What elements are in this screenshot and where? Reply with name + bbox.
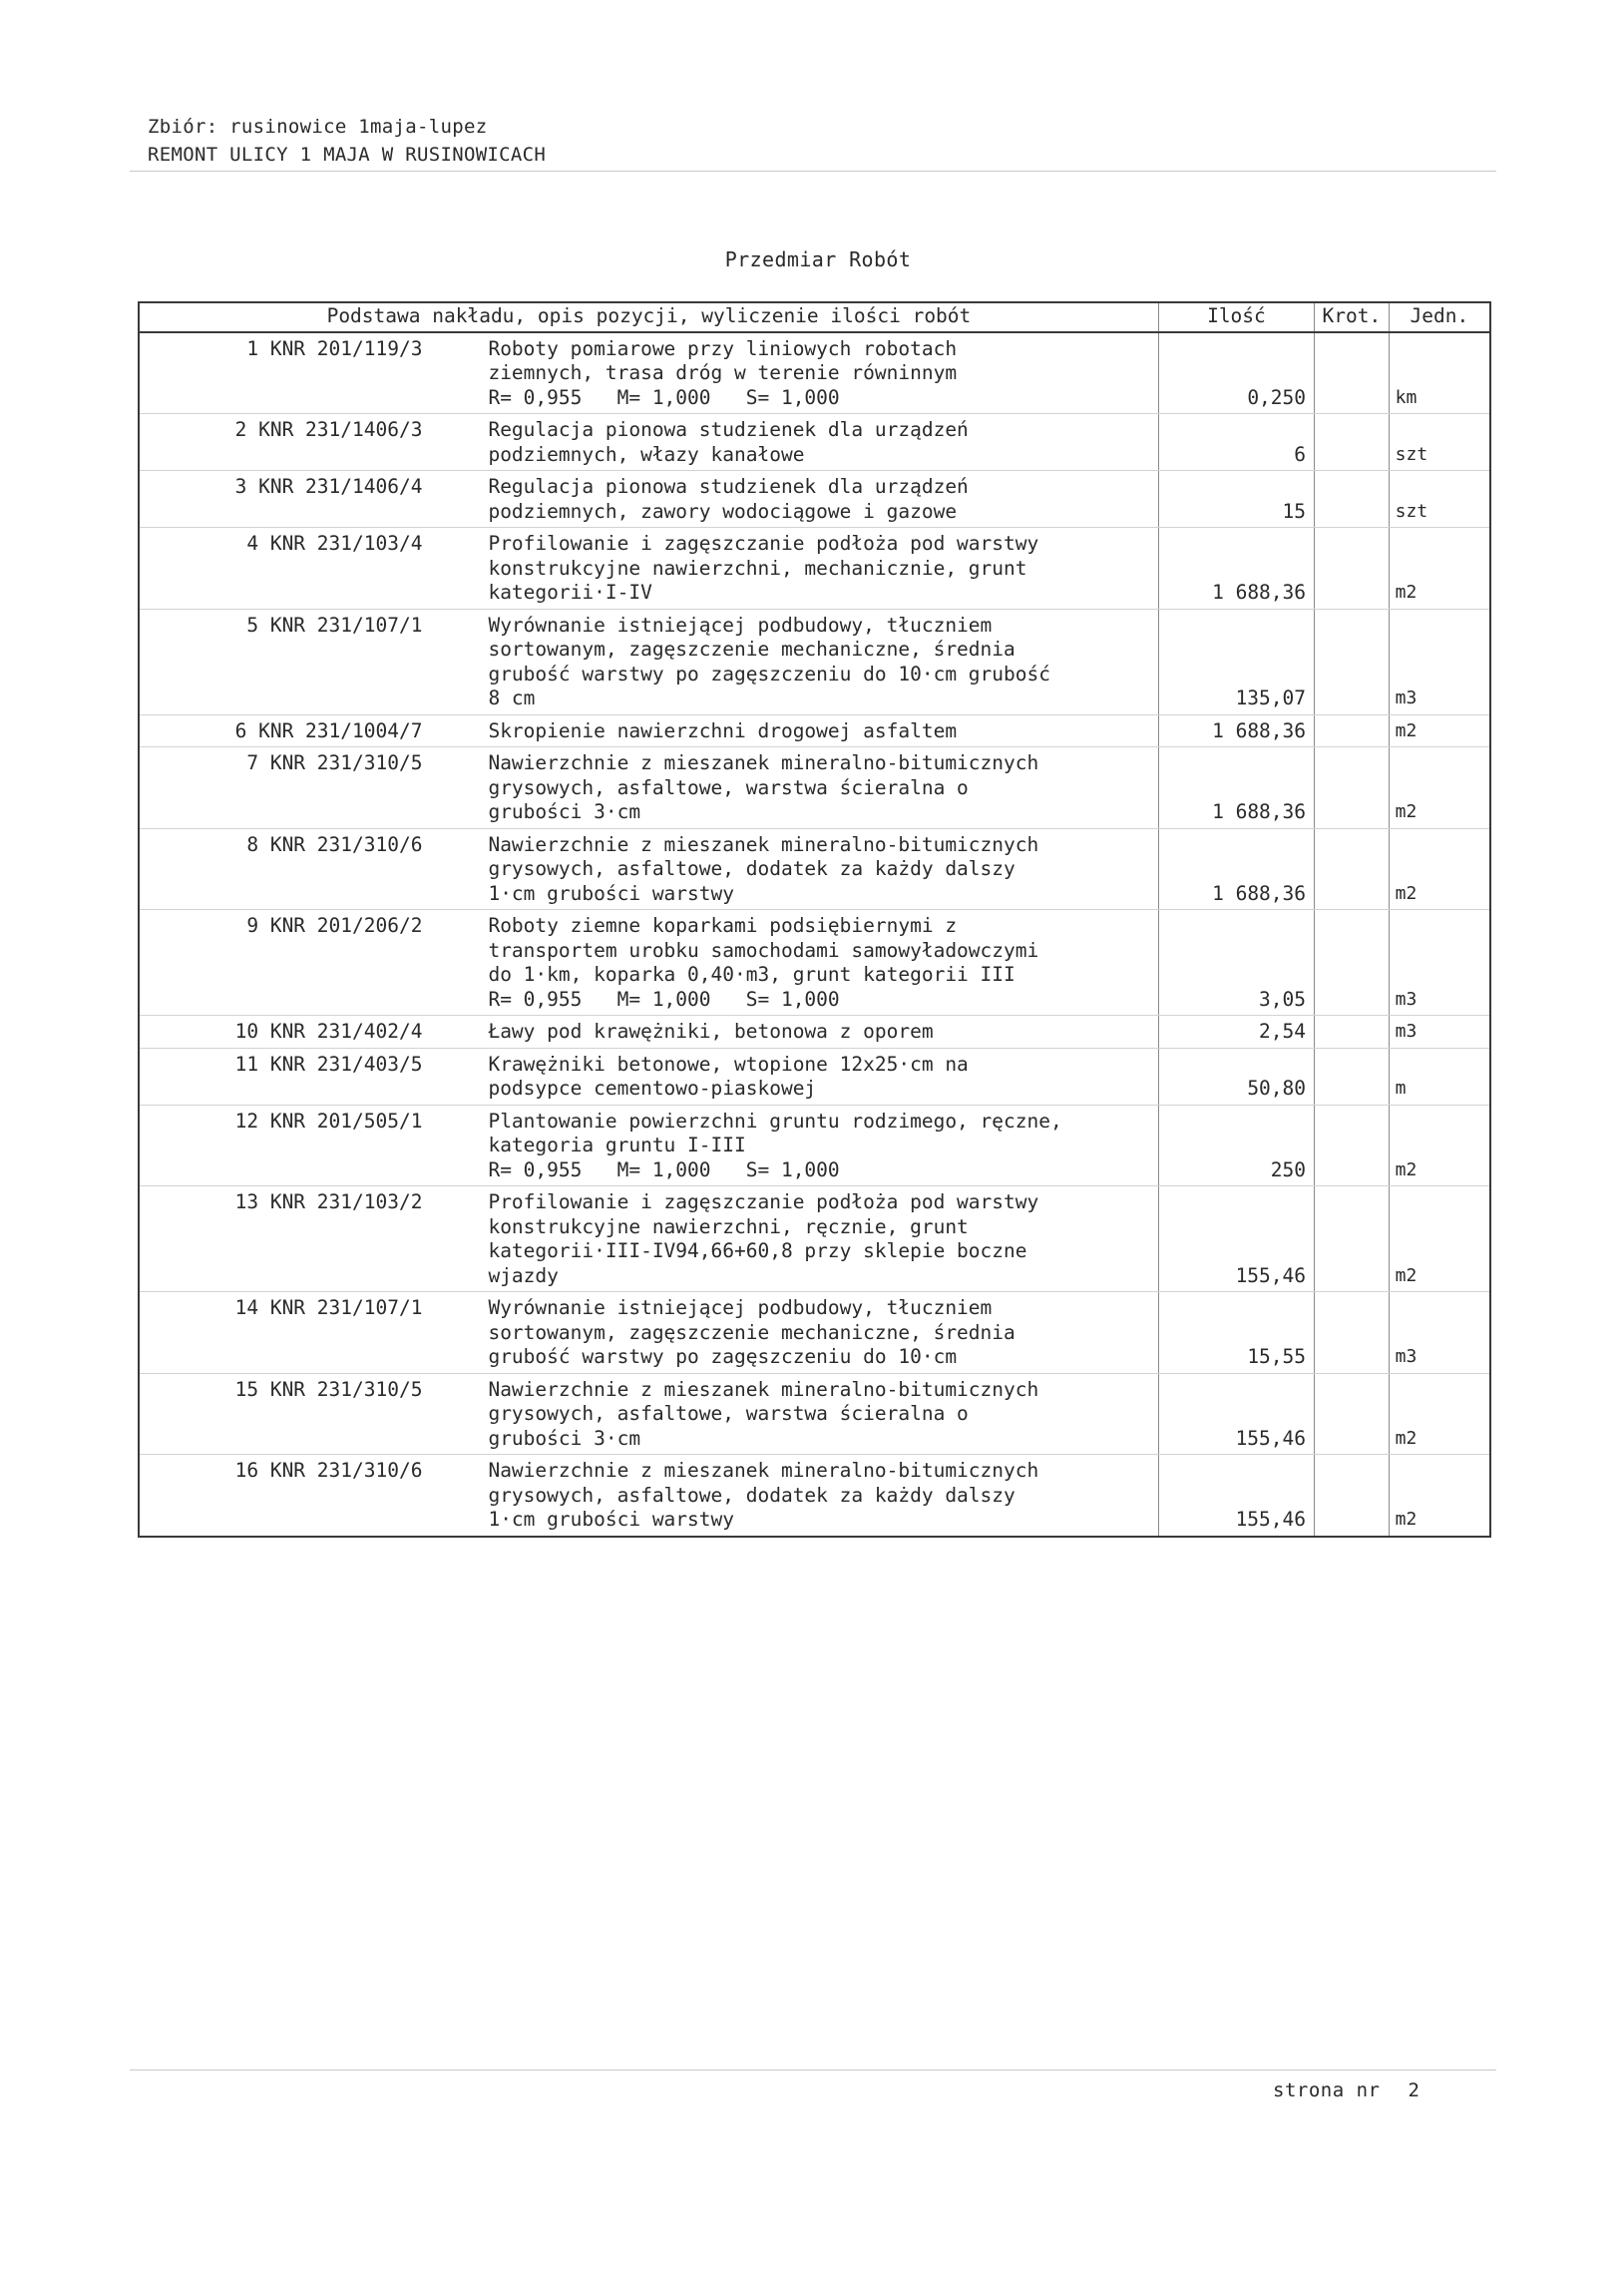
quantity-value: 15,55 [1158,1292,1314,1374]
table-row [139,828,1490,910]
description-line: grysowych, asfaltowe, dodatek za każdy dalszy [488,857,1015,880]
multiplier-value [1315,1455,1390,1537]
quantity-value: 0,250 [1158,332,1314,414]
table-row [139,1048,1490,1105]
unit-value: m2 [1389,747,1490,829]
unit-value: m2 [1389,1186,1490,1292]
description-line: Profilowanie i zagęszczanie podłoża pod warstwy [488,1190,1039,1213]
multiplier-value [1315,471,1390,528]
description-line: ziemnych, trasa dróg w terenie równinnym [488,361,958,384]
header-multiplier: Krot. [1315,302,1390,332]
table-row [139,414,1490,471]
description-line: Nawierzchnie z mieszanek mineralno-bitumicznych [488,1377,1039,1401]
position-code: 1 KNR 201/119/3 [246,336,423,360]
position-code: 15 KNR 231/310/5 [234,1377,423,1401]
position-code: 6 KNR 231/1004/7 [234,718,423,742]
position-basis-cell [139,714,476,747]
unit-value: m2 [1389,828,1490,910]
description-line: R= 0,955 M= 1,000 S= 1,000 [488,385,840,409]
multiplier-value [1315,1373,1390,1455]
position-code: 8 KNR 231/310/6 [246,832,423,856]
multiplier-value [1315,1016,1390,1049]
position-description [476,747,1158,829]
position-code: 13 KNR 231/103/2 [234,1190,423,1213]
description-line: kategorii·I-IV [488,581,652,604]
collection-name: Zbiór: rusinowice 1maja-lupez [148,116,488,138]
position-basis-cell [139,1048,476,1105]
position-description [476,609,1158,714]
unit-value: m3 [1389,1016,1490,1049]
page-number: 2 [1408,2079,1421,2101]
multiplier-value [1315,332,1390,414]
table-row [139,332,1490,414]
description-line: sortowanym, zagęszczenie mechaniczne, średnia [488,1320,1015,1344]
description-line: 1·cm grubości warstwy [488,1508,734,1531]
multiplier-value [1315,1105,1390,1186]
description-line: Wyrównanie istniejącej podbudowy, tłuczniem [488,1296,993,1319]
quantity-value: 2,54 [1158,1016,1314,1049]
table-body [139,332,1490,1537]
unit-value: m [1389,1048,1490,1105]
quantity-value: 15 [1158,471,1314,528]
table-row [139,1105,1490,1186]
multiplier-value [1315,609,1390,714]
description-line: konstrukcyjne nawierzchni, ręcznie, grunt [488,1214,969,1238]
multiplier-value [1315,1186,1390,1292]
quantity-value: 135,07 [1158,609,1314,714]
position-description [476,1048,1158,1105]
position-code: 14 KNR 231/107/1 [234,1296,423,1319]
multiplier-value [1315,714,1390,747]
position-code: 11 KNR 231/403/5 [234,1052,423,1076]
description-line: Krawężniki betonowe, wtopione 12x25·cm na [488,1052,969,1076]
description-line: transportem urobku samochodami samowyładowczymi [488,938,1039,962]
page-label: strona nr [1273,2079,1381,2101]
description-line: podziemnych, zawory wodociągowe i gazowe [488,499,958,523]
quantity-value: 155,46 [1158,1373,1314,1455]
quantity-value: 50,80 [1158,1048,1314,1105]
unit-value: m3 [1389,1292,1490,1374]
position-description [476,471,1158,528]
bill-of-quantities-table [138,301,1491,1538]
table-row [139,1373,1490,1455]
position-basis-cell [139,609,476,714]
unit-value: szt [1389,414,1490,471]
table-row [139,747,1490,829]
position-description [476,714,1158,747]
position-code: 10 KNR 231/402/4 [234,1020,423,1043]
multiplier-value [1315,910,1390,1016]
description-line: grysowych, asfaltowe, dodatek za każdy dalszy [488,1483,1015,1507]
multiplier-value [1315,828,1390,910]
multiplier-value [1315,1292,1390,1374]
description-line: Ławy pod krawężniki, betonowa z oporem [488,1020,934,1043]
quantity-value: 1 688,36 [1158,714,1314,747]
position-basis-cell [139,528,476,610]
description-line: grubość warstwy po zagęszczeniu do 10·cm [488,1345,958,1368]
quantity-value: 155,46 [1158,1455,1314,1537]
unit-value: km [1389,332,1490,414]
project-title: REMONT ULICY 1 MAJA W RUSINOWICACH [148,144,547,166]
header-quantity: Ilość [1158,302,1314,332]
description-line: Plantowanie powierzchni gruntu rodzimego, ręczne, [488,1109,1062,1133]
description-line: 8 cm [488,686,536,709]
position-basis-cell [139,1186,476,1292]
description-line: sortowanym, zagęszczenie mechaniczne, średnia [488,638,1015,661]
footer-divider [130,2069,1496,2070]
description-line: 1·cm grubości warstwy [488,881,734,905]
quantity-value: 155,46 [1158,1186,1314,1292]
description-line: grubość warstwy po zagęszczeniu do 10·cm grubość [488,662,1050,686]
description-line: kategoria gruntu I-III [488,1134,746,1156]
position-description [476,332,1158,414]
position-code: 4 KNR 231/103/4 [246,532,423,555]
position-basis-cell [139,1016,476,1049]
quantity-value: 1 688,36 [1158,528,1314,610]
position-description [476,1455,1158,1537]
quantity-value: 1 688,36 [1158,747,1314,829]
unit-value: m2 [1389,1373,1490,1455]
table-header-row [139,302,1490,332]
position-description [476,910,1158,1016]
position-description [476,1186,1158,1292]
table-row [139,1455,1490,1537]
page-footer [1273,2079,1420,2101]
table-row [139,1186,1490,1292]
unit-value: m2 [1389,1455,1490,1537]
table-row [139,1292,1490,1374]
multiplier-value [1315,1048,1390,1105]
position-basis-cell [139,1455,476,1537]
position-code: 16 KNR 231/310/6 [234,1459,423,1482]
unit-value: m2 [1389,714,1490,747]
position-code: 2 KNR 231/1406/3 [234,418,423,441]
table-row [139,609,1490,714]
quantity-value: 3,05 [1158,910,1314,1016]
position-description [476,1292,1158,1374]
position-description [476,528,1158,610]
position-basis-cell [139,828,476,910]
description-line: podziemnych, włazy kanałowe [488,442,805,466]
description-line: Nawierzchnie z mieszanek mineralno-bitumicznych [488,832,1039,856]
position-basis-cell [139,471,476,528]
quantity-value: 1 688,36 [1158,828,1314,910]
position-description [476,1105,1158,1186]
multiplier-value [1315,414,1390,471]
position-description [476,1373,1158,1455]
position-basis-cell [139,414,476,471]
table-row [139,714,1490,747]
position-description [476,414,1158,471]
description-line: Regulacja pionowa studzienek dla urządzeń [488,418,969,441]
unit-value: m3 [1389,910,1490,1016]
description-line: R= 0,955 M= 1,000 S= 1,000 [488,987,840,1011]
description-line: grysowych, asfaltowe, warstwa ścieralna o [488,1402,969,1425]
multiplier-value [1315,747,1390,829]
position-description [476,828,1158,910]
position-description [476,1016,1158,1049]
unit-value: m3 [1389,609,1490,714]
table-row [139,528,1490,610]
unit-value: m2 [1389,1105,1490,1186]
description-line: grubości 3·cm [488,800,641,823]
description-line: R= 0,955 M= 1,000 S= 1,000 [488,1157,840,1181]
description-line: konstrukcyjne nawierzchni, mechanicznie, grunt [488,556,1027,580]
header-unit: Jedn. [1389,302,1490,332]
position-basis-cell [139,1105,476,1186]
description-line: podsypce cementowo-piaskowej [488,1077,817,1100]
position-basis-cell [139,747,476,829]
table-row [139,1016,1490,1049]
position-code: 3 KNR 231/1406/4 [234,475,423,498]
position-basis-cell [139,1373,476,1455]
position-code: 7 KNR 231/310/5 [246,751,423,774]
description-line: Regulacja pionowa studzienek dla urządzeń [488,475,969,498]
description-line: grysowych, asfaltowe, warstwa ścieralna o [488,775,969,799]
position-code: 9 KNR 201/206/2 [246,914,423,937]
description-line: Nawierzchnie z mieszanek mineralno-bitumicznych [488,751,1039,774]
position-basis-cell [139,332,476,414]
position-code: 5 KNR 231/107/1 [246,613,423,637]
multiplier-value [1315,528,1390,610]
document-title: Przedmiar Robót [724,247,912,271]
table-row [139,910,1490,1016]
table-row [139,471,1490,528]
description-line: do 1·km, koparka 0,40·m3, grunt kategorii III [488,963,1015,986]
description-line: Roboty pomiarowe przy liniowych robotach [488,336,958,360]
description-line: grubości 3·cm [488,1426,641,1450]
unit-value: szt [1389,471,1490,528]
description-line: Nawierzchnie z mieszanek mineralno-bitumicznych [488,1459,1039,1482]
description-line: Wyrównanie istniejącej podbudowy, tłuczniem [488,613,993,637]
header-description: Podstawa nakładu, opis pozycji, wyliczenie ilości robót [139,302,1158,332]
description-line: Roboty ziemne koparkami podsiębiernymi z [488,914,958,937]
description-line: Profilowanie i zagęszczanie podłoża pod warstwy [488,532,1039,555]
unit-value: m2 [1389,528,1490,610]
position-basis-cell [139,1292,476,1374]
description-line: Skropienie nawierzchni drogowej asfaltem [488,718,958,742]
quantity-value: 250 [1158,1105,1314,1186]
description-line: wjazdy [488,1263,559,1287]
position-code: 12 KNR 201/505/1 [234,1109,423,1133]
header-divider [130,171,1496,172]
description-line: kategorii·III-IV94,66+60,8 przy sklepie boczne [488,1239,1027,1262]
quantity-value: 6 [1158,414,1314,471]
position-basis-cell [139,910,476,1016]
